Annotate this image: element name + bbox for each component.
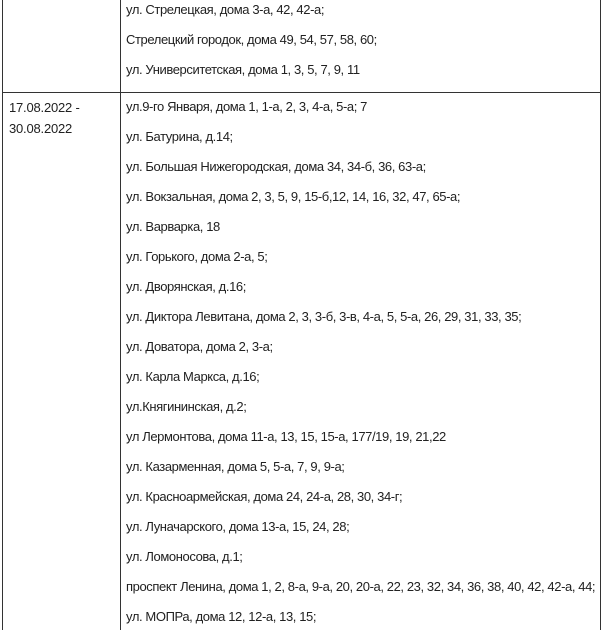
address-line: ул. Дворянская, д.16; bbox=[126, 279, 246, 294]
address-line: ул. МОПРа, дома 12, 12-а, 13, 15; bbox=[126, 609, 317, 624]
address-line: ул. Луначарского, дома 13-а, 15, 24, 28; bbox=[126, 519, 350, 534]
address-line: проспект Ленина, дома 1, 2, 8-а, 9-а, 20, 20-а, 22, 23, 32, 34, 36, 38, 40, 42, 42-а, 44; bbox=[126, 579, 596, 594]
table-row bbox=[3, 93, 601, 630]
address-line: Стрелецкий городок, дома 49, 54, 57, 58, 60; bbox=[126, 32, 377, 47]
outage-schedule-table bbox=[2, 0, 601, 630]
address-line: ул. Стрелецкая, дома 3-а, 42, 42-а; bbox=[126, 2, 325, 17]
address-line: ул. Университетская, дома 1, 3, 5, 7, 9, 11 bbox=[126, 62, 360, 77]
address-line: ул. Диктора Левитана, дома 2, 3, 3-б, 3-в, 4-а, 5, 5-а, 26, 29, 31, 33, 35; bbox=[126, 309, 522, 324]
address-line: ул Лермонтова, дома 11-а, 13, 15, 15-а, 177/19, 19, 21,22 bbox=[126, 429, 446, 444]
date-cell bbox=[3, 0, 121, 93]
address-line: ул. Батурина, д.14; bbox=[126, 129, 233, 144]
address-line: ул. Казарменная, дома 5, 5-а, 7, 9, 9-а; bbox=[126, 459, 345, 474]
address-line: ул. Доватора, дома 2, 3-а; bbox=[126, 339, 273, 354]
address-line: ул. Красноармейская, дома 24, 24-а, 28, 30, 34-г; bbox=[126, 489, 403, 504]
address-line: ул. Варварка, 18 bbox=[126, 219, 220, 234]
address-line: ул. Вокзальная, дома 2, 3, 5, 9, 15-б,12, 14, 16, 32, 47, 65-а; bbox=[126, 189, 461, 204]
table-row bbox=[3, 0, 601, 93]
address-line: ул. Горького, дома 2-а, 5; bbox=[126, 249, 268, 264]
address-cell bbox=[121, 93, 601, 630]
address-line: ул. Большая Нижегородская, дома 34, 34-б, 36, 63-а; bbox=[126, 159, 426, 174]
address-line: ул.9-го Января, дома 1, 1-а, 2, 3, 4-а, 5-а; 7 bbox=[126, 99, 367, 114]
address-line: ул. Ломоносова, д.1; bbox=[126, 549, 243, 564]
date-cell bbox=[3, 93, 121, 630]
address-line: ул.Княгининская, д.2; bbox=[126, 399, 247, 414]
date-range: 17.08.2022 - 30.08.2022 bbox=[9, 100, 80, 136]
address-line: ул. Карла Маркса, д.16; bbox=[126, 369, 260, 384]
outage-table-body bbox=[3, 0, 601, 630]
page bbox=[2, 0, 601, 630]
address-cell bbox=[121, 0, 601, 93]
